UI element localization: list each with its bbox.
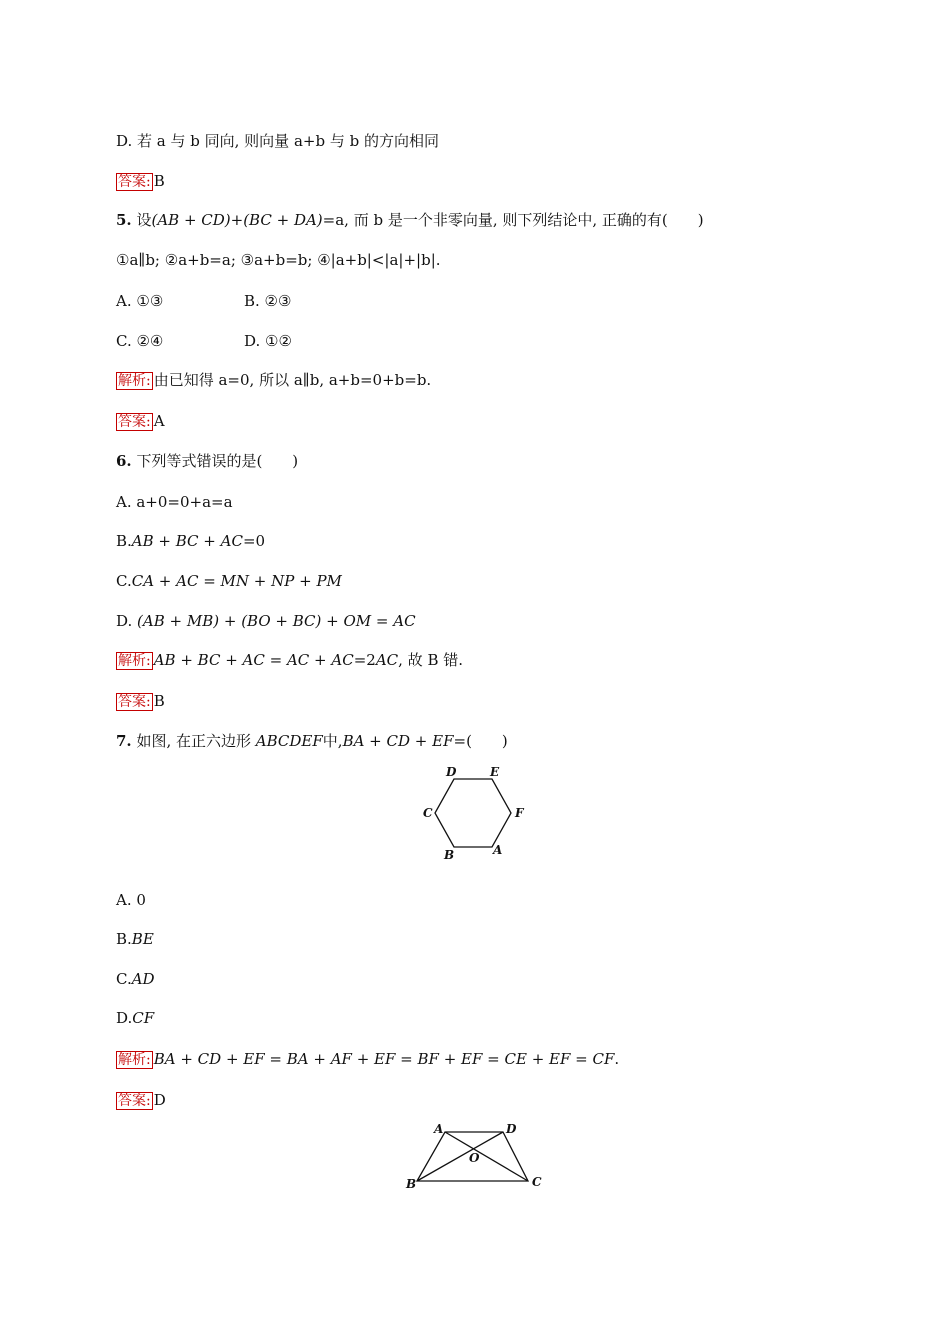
trapezoid-label-c: C xyxy=(532,1175,542,1189)
q6-stem-text: 下列等式错误的是( ) xyxy=(136,452,299,470)
hexagon-label-b: B xyxy=(444,848,455,862)
q7-stem-a: 如图, 在正六边形 xyxy=(136,732,251,750)
q7-stem-b: 中, xyxy=(322,732,343,750)
solution-tag: 解析: xyxy=(118,373,151,389)
q6-option-b-tail: =0 xyxy=(242,532,266,550)
q6-solution xyxy=(116,650,463,670)
trapezoid-label-b: B xyxy=(406,1177,417,1191)
q5-answer-value: A xyxy=(153,412,165,430)
answer-tag: 答案: xyxy=(118,694,151,710)
q7-option-a-text: A. 0 xyxy=(116,891,146,909)
q7-stem-math: BA + CD + EF xyxy=(342,732,454,750)
q5-items-text: ①a∥b; ②a+b=a; ③a+b=b; ④|a+b|<|a|+|b|. xyxy=(116,251,441,269)
q4-answer-value: B xyxy=(153,172,165,190)
q7-option-d-math: CF xyxy=(132,1009,155,1027)
q6-option-d xyxy=(116,611,416,631)
q5-answer xyxy=(116,411,165,431)
q5-solution-text: 由已知得 a=0, 所以 a∥b, a+b=0+b=b. xyxy=(153,371,432,389)
q5-options-row1 xyxy=(116,291,163,311)
q7-option-c-label: C. xyxy=(116,970,132,988)
q5-option-a: A. ①③ xyxy=(116,292,164,310)
q6-option-c xyxy=(116,571,342,591)
q6-number: 6. xyxy=(116,452,132,470)
q6-option-a xyxy=(116,492,233,512)
q6-option-d-label: D. xyxy=(116,612,133,630)
q7-stem-hexagon-name: ABCDEF xyxy=(255,732,323,750)
trapezoid-label-a: A xyxy=(434,1122,444,1136)
q5-expr1: (AB + CD) xyxy=(151,211,231,229)
solution-tag: 解析: xyxy=(118,653,151,669)
q5-solution xyxy=(116,370,431,390)
hexagon-figure xyxy=(418,762,530,864)
q7-option-b-label: B. xyxy=(116,930,132,948)
q5-option-d: D. ①② xyxy=(244,332,292,350)
q6-solution-math2: AC xyxy=(375,651,399,669)
trapezoid-label-d: D xyxy=(506,1122,517,1136)
q5-items xyxy=(116,250,441,270)
q7-option-c xyxy=(116,969,155,989)
q4-option-d-text: D. 若 a 与 b 同向, 则向量 a+b 与 b 的方向相同 xyxy=(116,132,439,150)
q7-solution xyxy=(116,1049,619,1069)
q7-option-d xyxy=(116,1008,154,1028)
q6-solution-tail: =2 xyxy=(353,651,376,669)
q5-option-b-wrap xyxy=(244,291,291,311)
q5-expr2: +(BC + DA) xyxy=(230,211,323,229)
q5-option-c: C. ②④ xyxy=(116,332,164,350)
q4-option-d xyxy=(116,131,439,151)
q7-stem xyxy=(116,731,508,751)
answer-tag: 答案: xyxy=(118,414,151,430)
q5-option-b: B. ②③ xyxy=(244,292,292,310)
q6-option-b-math: AB + BC + AC xyxy=(131,532,243,550)
q6-solution-math: AB + BC + AC = AC + AC xyxy=(153,651,354,669)
hexagon-label-f: F xyxy=(515,806,524,820)
q7-number: 7. xyxy=(116,732,132,750)
q5-option-d-wrap xyxy=(244,331,292,351)
trapezoid-figure xyxy=(400,1118,550,1194)
q6-option-b xyxy=(116,531,265,551)
q5-stem-a: 设 xyxy=(136,211,152,229)
answer-tag: 答案: xyxy=(118,1093,151,1109)
hexagon-label-c: C xyxy=(423,806,433,820)
q6-answer xyxy=(116,691,165,711)
answer-tag: 答案: xyxy=(118,174,151,190)
hexagon-label-a: A xyxy=(493,843,503,857)
q7-option-b xyxy=(116,929,154,949)
q5-number: 5. xyxy=(116,211,132,229)
q6-stem xyxy=(116,451,298,471)
trapezoid-label-o: O xyxy=(469,1151,480,1165)
q4-answer xyxy=(116,171,165,191)
q5-options-row2 xyxy=(116,331,163,351)
q7-answer xyxy=(116,1090,166,1110)
q7-solution-tail: . xyxy=(614,1050,620,1068)
q5-stem xyxy=(116,210,704,230)
q6-option-c-label: C. xyxy=(116,572,132,590)
q6-option-d-math: (AB + MB) + (BO + BC) + OM = AC xyxy=(137,612,416,630)
q6-option-c-math: CA + AC = MN + NP + PM xyxy=(131,572,342,590)
q7-option-c-math: AD xyxy=(131,970,155,988)
q7-option-d-label: D. xyxy=(116,1009,133,1027)
q7-option-a xyxy=(116,890,146,910)
q6-option-b-label: B. xyxy=(116,532,132,550)
q7-answer-value: D xyxy=(153,1091,166,1109)
q6-answer-value: B xyxy=(153,692,165,710)
q6-solution-text: , 故 B 错. xyxy=(398,651,464,669)
q7-stem-c: =( ) xyxy=(453,732,508,750)
q5-stem-b: =a, 而 b 是一个非零向量, 则下列结论中, 正确的有( ) xyxy=(322,211,704,229)
q7-solution-math: BA + CD + EF = BA + AF + EF = BF + EF = CE + EF = CF xyxy=(153,1050,615,1068)
q6-option-a-text: A. a+0=0+a=a xyxy=(116,493,233,511)
q7-option-b-math: BE xyxy=(131,930,154,948)
hexagon-label-d: D xyxy=(446,765,457,779)
hexagon-shape xyxy=(435,779,511,847)
diagonal-bd xyxy=(417,1132,503,1181)
hexagon-label-e: E xyxy=(490,765,500,779)
solution-tag: 解析: xyxy=(118,1052,151,1068)
